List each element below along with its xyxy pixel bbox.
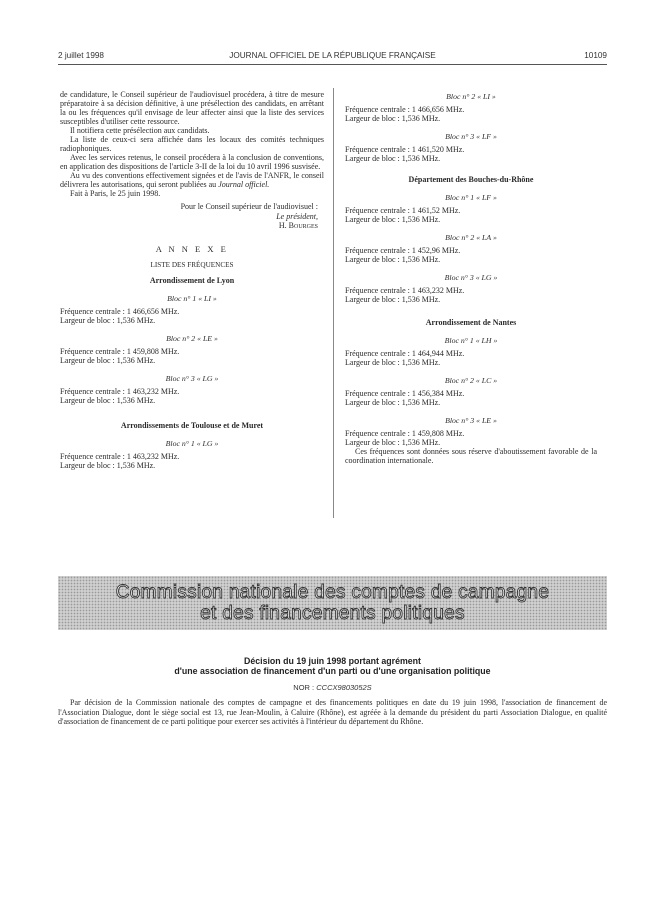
paragraph: Avec les services retenus, le conseil procédera à la conclusion de conventions, en application des dispositions de l'article 3-II de la loi du 10 avril 1996 susvisée. <box>60 153 324 171</box>
frequency-line: Fréquence centrale : 1 461,52 MHz. <box>345 206 461 215</box>
bloc-label: Bloc n° 1 « LF » <box>445 193 497 202</box>
commission-banner <box>58 576 607 630</box>
signature-line: Pour le Conseil supérieur de l'audiovisuel : <box>180 202 318 211</box>
section-heading: Arrondissements de Toulouse et de Muret <box>120 420 264 430</box>
section-heading: Arrondissement de Nantes <box>425 318 517 327</box>
section-heading: Département des Bouches-du-Rhône <box>408 175 534 184</box>
nor-code: CCCX9803052S <box>316 683 372 692</box>
frequency-line: Fréquence centrale : 1 461,520 MHz. <box>345 145 465 154</box>
bloc-width-line: Largeur de bloc : 1,536 MHz. <box>60 355 156 365</box>
frequency-line: Fréquence centrale : 1 463,232 MHz. <box>60 451 180 461</box>
frequency-line: Fréquence centrale : 1 452,96 MHz. <box>345 246 461 255</box>
header-page-number: 10109 <box>584 51 607 60</box>
bloc-label: Bloc n° 3 « LF » <box>445 132 497 141</box>
annexe-title: A N N E X E <box>155 243 229 254</box>
bloc-width-line: Largeur de bloc : 1,536 MHz. <box>60 315 156 325</box>
paragraph: Il notifiera cette présélection aux candidats. <box>70 126 210 135</box>
bloc-width-line: Largeur de bloc : 1,536 MHz. <box>345 398 441 407</box>
frequency-line: Fréquence centrale : 1 459,808 MHz. <box>345 429 465 438</box>
decision-title-line2: d'une association de financement d'un parti ou d'une organisation politique <box>174 666 491 676</box>
decision-title-line1: Décision du 19 juin 1998 portant agrément <box>244 656 421 666</box>
frequency-line: Fréquence centrale : 1 466,656 MHz. <box>60 306 180 316</box>
bloc-label: Bloc n° 3 « LE » <box>445 416 497 425</box>
frequency-line: Fréquence centrale : 1 464,944 MHz. <box>345 349 465 358</box>
paragraph-fait-a: Fait à Paris, le 25 juin 1998. <box>70 189 161 198</box>
paragraph <box>60 171 324 189</box>
paragraph: de candidature, le Conseil supérieur de l'audiovisuel procédera, à titre de mesure préparatoire à sa décision définitive, à une présélection des candidats, en arrêtant la ou les fréquences qu'il envisage de leur affecter ainsi que la liste des services susceptibles d'utiliser cette ressource. <box>60 90 324 126</box>
banner-title-line1: Commission nationale des comptes de campagne <box>115 582 550 603</box>
bloc-label: Bloc n° 2 « LA » <box>445 233 497 242</box>
frequency-line: Fréquence centrale : 1 463,232 MHz. <box>60 386 180 396</box>
paragraph: La liste de ceux-ci sera affichée dans les locaux des comités techniques radiophoniques. <box>60 135 324 153</box>
bloc-width-line: Largeur de bloc : 1,536 MHz. <box>345 215 441 224</box>
bloc-width-line: Largeur de bloc : 1,536 MHz. <box>345 154 441 163</box>
bloc-label: Bloc n° 2 « LC » <box>444 376 498 385</box>
right-column <box>345 92 597 465</box>
bloc-width-line: Largeur de bloc : 1,536 MHz. <box>345 358 441 367</box>
frequency-line: Fréquence centrale : 1 456,384 MHz. <box>345 389 465 398</box>
liste-title: LISTE DES FRÉQUENCES <box>150 260 234 269</box>
decision-body: Par décision de la Commission nationale des comptes de campagne et des financements politiques en date du 19 juin 1998, l'association de financement de l'Association Dialogue, dont le siège social est 13, rue Jean-Moulin, à Caluire (Rhône), est agréée à la demande du président du parti Association Dialogue, en qualité d'association de financement de ce parti politique pour exercer ses activités à l'intérieur du département du Rhône. <box>58 698 607 727</box>
bloc-label: Bloc n° 2 « LE » <box>166 333 218 343</box>
column-divider <box>333 88 334 518</box>
signature-block <box>60 202 324 231</box>
bloc-width-line: Largeur de bloc : 1,536 MHz. <box>345 295 441 304</box>
frequency-line: Fréquence centrale : 1 463,232 MHz. <box>345 286 465 295</box>
decision-title <box>58 656 607 676</box>
frequency-line: Fréquence centrale : 1 459,808 MHz. <box>60 346 180 356</box>
header-journal-title: JOURNAL OFFICIEL DE LA RÉPUBLIQUE FRANÇAISE <box>229 51 436 60</box>
signature-name: H. Bourges <box>278 221 318 230</box>
running-head <box>58 51 607 63</box>
header-rule <box>58 64 607 65</box>
bloc-width-line: Largeur de bloc : 1,536 MHz. <box>345 438 441 447</box>
left-column <box>60 90 324 470</box>
bloc-label: Bloc n° 1 « LG » <box>165 438 219 448</box>
journal-officiel-ref: Journal officiel. <box>218 180 270 189</box>
nor-reference <box>58 683 607 692</box>
closing-note: Ces fréquences sont données sous réserve d'aboutissement favorable de la coordination internationale. <box>345 447 597 465</box>
nor-label: NOR : <box>293 683 315 692</box>
bloc-width-line: Largeur de bloc : 1,536 MHz. <box>345 114 441 123</box>
bloc-width-line: Largeur de bloc : 1,536 MHz. <box>60 460 156 470</box>
bloc-width-line: Largeur de bloc : 1,536 MHz. <box>60 395 156 405</box>
frequency-line: Fréquence centrale : 1 466,656 MHz. <box>345 105 465 114</box>
bloc-label: Bloc n° 3 « LG » <box>165 373 219 383</box>
bloc-width-line: Largeur de bloc : 1,536 MHz. <box>345 255 441 264</box>
paragraph-text: Au vu des conventions effectivement signées et de l'avis de l'ANFR, le conseil délivrera les autorisations, qui seront publiées au <box>60 171 324 189</box>
bloc-label: Bloc n° 1 « LI » <box>167 293 217 303</box>
bloc-label: Bloc n° 2 « LI » <box>446 92 496 101</box>
header-date: 2 juillet 1998 <box>58 51 104 60</box>
banner-title-line2: et des financements politiques <box>200 603 465 624</box>
bloc-label: Bloc n° 3 « LG » <box>444 273 498 282</box>
section-heading: Arrondissement de Lyon <box>149 275 235 285</box>
signature-title: Le président, <box>276 211 318 221</box>
bloc-label: Bloc n° 1 « LH » <box>444 336 498 345</box>
